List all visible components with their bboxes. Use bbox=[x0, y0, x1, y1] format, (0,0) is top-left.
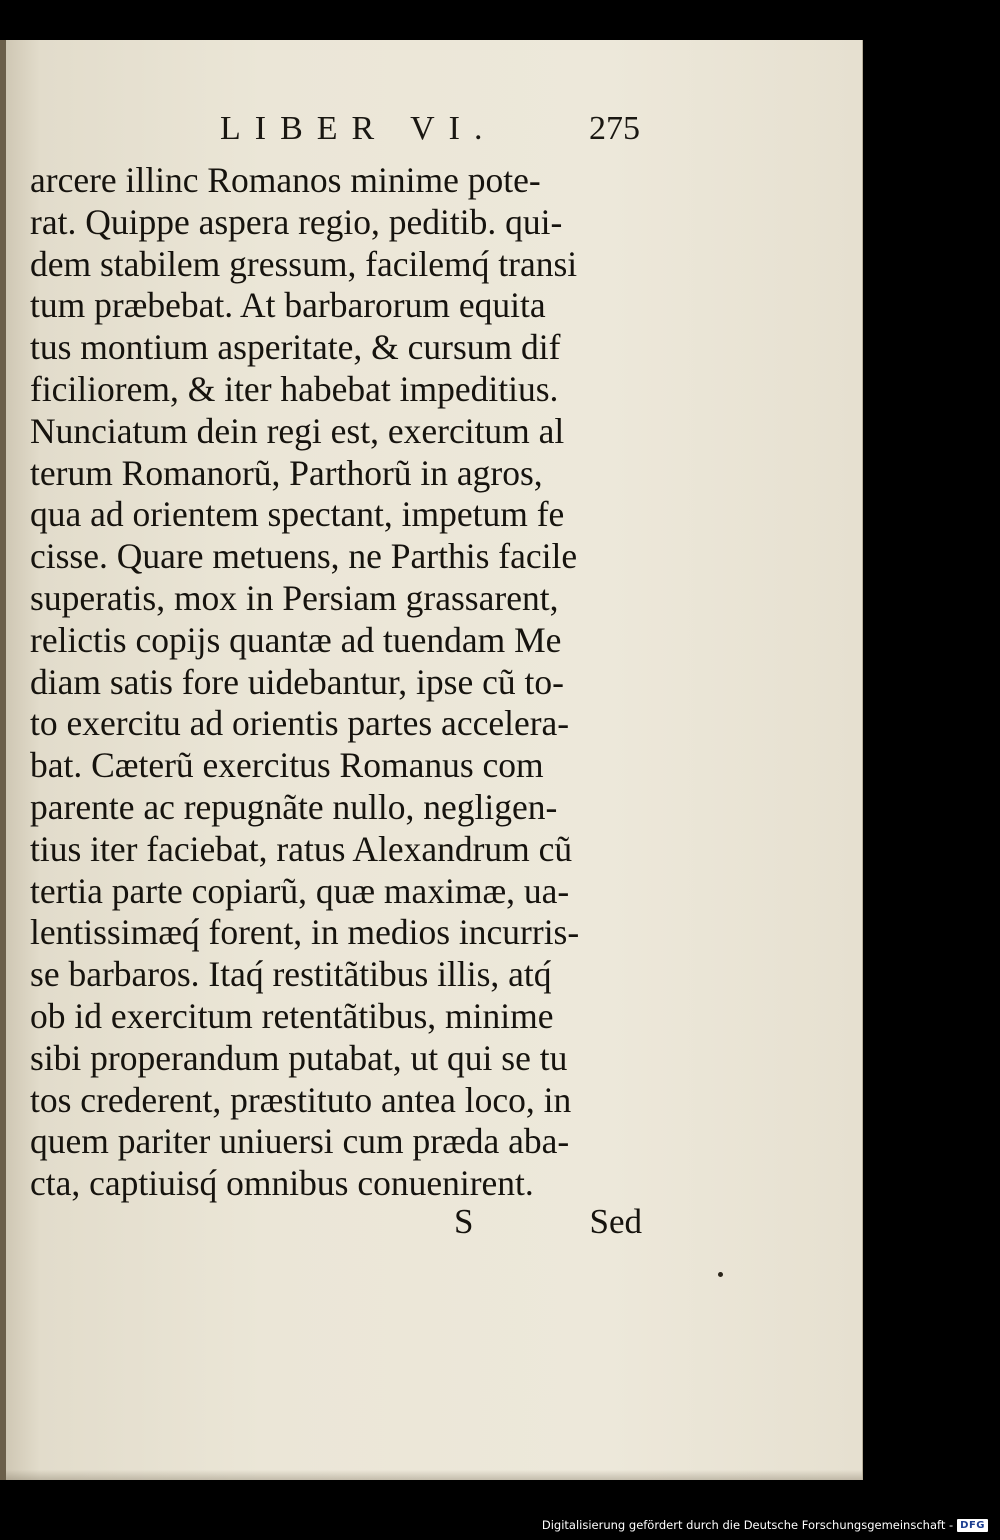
text-line: dem stabilem gressum, facilemq́ transi bbox=[30, 243, 578, 284]
text-line: sibi properandum putabat, ut qui se tu bbox=[30, 1037, 568, 1078]
dfg-logo-icon: DFG bbox=[957, 1519, 988, 1532]
text-line: ob id exercitum retentãtibus, minime bbox=[30, 995, 554, 1036]
footer-credit: Digitalisierung gefördert durch die Deutsche Forschungsgemeinschaft - bbox=[541, 1518, 954, 1532]
text-line: cisse. Quare metuens, ne Parthis facile bbox=[30, 536, 578, 577]
text-line: arcere illinc Romanos minime pote- bbox=[30, 160, 541, 200]
text-line: bat. Cæterũ exercitus Romanus com bbox=[30, 745, 544, 786]
text-line: ficiliorem, & iter habebat impeditius. bbox=[30, 368, 559, 409]
catchword: Sed bbox=[589, 1202, 642, 1241]
catchline bbox=[30, 1202, 642, 1246]
ink-speck bbox=[718, 1272, 723, 1277]
text-line: to exercitu ad orientis partes accelera- bbox=[30, 703, 570, 744]
page-shadow bbox=[6, 1470, 862, 1480]
text-line: tius iter faciebat, ratus Alexandrum cũ bbox=[30, 828, 573, 869]
running-head bbox=[200, 110, 640, 154]
text-line: tertia parte copiarũ, quæ maximæ, ua- bbox=[30, 870, 570, 911]
page-number: 275 bbox=[589, 110, 640, 147]
text-line: tum præbebat. At barbarorum equita bbox=[30, 285, 546, 326]
text-line: diam satis fore uidebantur, ipse cũ to- bbox=[30, 661, 564, 702]
text-line: quem pariter uniuersi cum præda aba- bbox=[30, 1121, 570, 1162]
text-line: se barbaros. Itaq́ restitãtibus illis, atq́ bbox=[30, 954, 552, 995]
text-line: lentissimæq́ forent, in medios incurris- bbox=[30, 912, 580, 953]
text-line: parente ac repugnãte nullo, negligen- bbox=[30, 786, 558, 827]
digitization-footer bbox=[542, 1514, 988, 1536]
text-line: terum Romanorũ, Parthorũ in agros, bbox=[30, 452, 543, 493]
text-line: qua ad orientem spectant, impetum fe bbox=[30, 494, 565, 535]
text-line: tos crederent, præstituto antea loco, in bbox=[30, 1079, 572, 1120]
text-line: superatis, mox in Persiam grassarent, bbox=[30, 577, 559, 618]
signature-mark: S bbox=[454, 1202, 474, 1241]
text-line: Nunciatum dein regi est, exercitum al bbox=[30, 410, 565, 451]
text-line: tus montium asperitate, & cursum dif bbox=[30, 327, 561, 368]
text-line: cta, captiuisq́ omnibus conuenirent. bbox=[30, 1163, 534, 1204]
running-title: LIBER VI. bbox=[220, 110, 497, 147]
text-block bbox=[30, 160, 650, 1205]
text-line: relictis copijs quantæ ad tuendam Me bbox=[30, 619, 562, 660]
text-line: rat. Quippe aspera regio, peditib. qui- bbox=[30, 201, 563, 242]
